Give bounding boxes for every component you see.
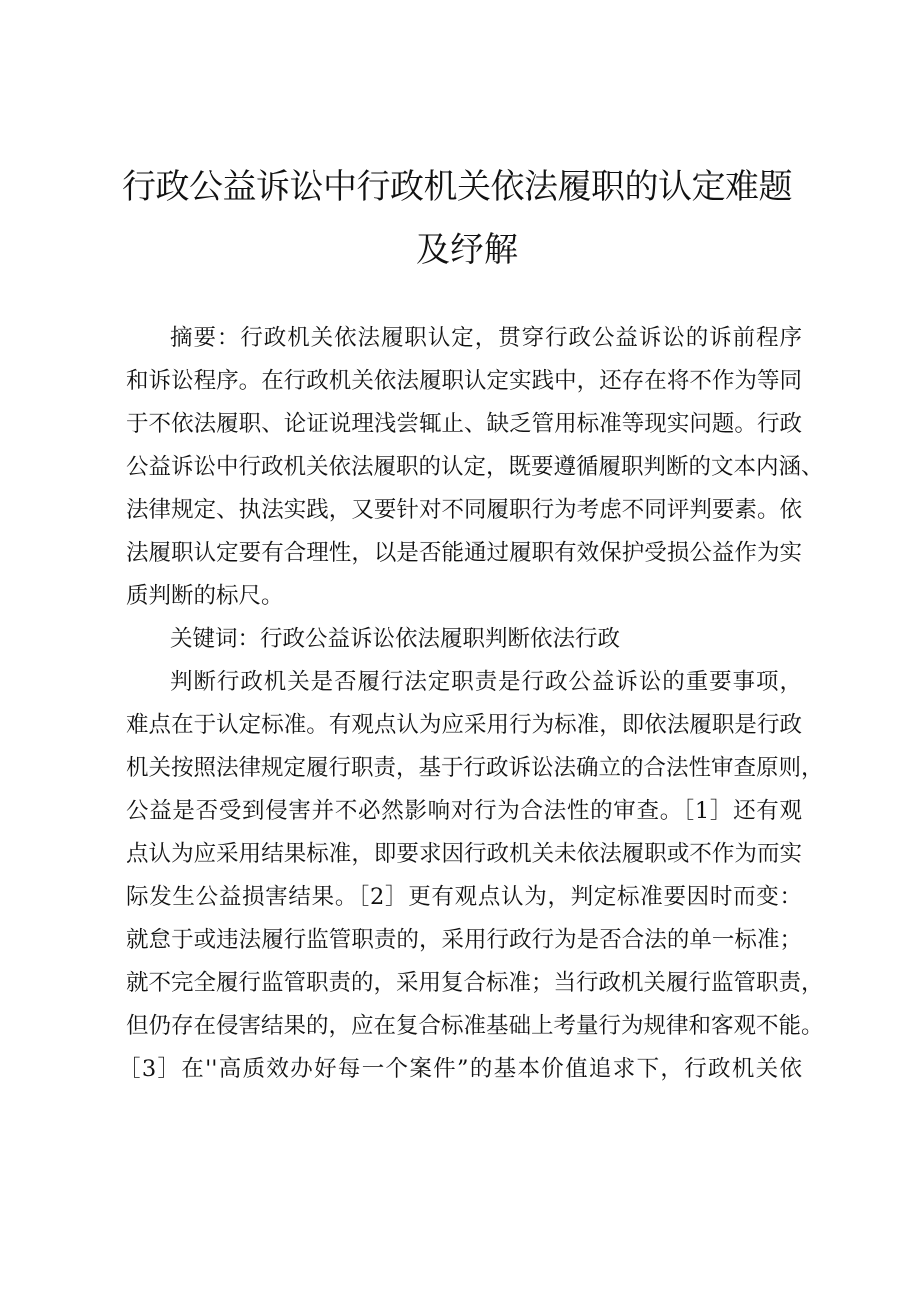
abstract-line: 摘要：行政机关依法履职认定，贯穿行政公益诉讼的诉前程序: [170, 325, 802, 351]
body-line: 公益是否受到侵害并不必然影响对行为合法性的审查。［1］还有观: [126, 798, 802, 824]
abstract-line: 质判断的标尺。: [126, 583, 284, 609]
body-line: 机关按照法律规定履行职责，基于行政诉讼法确立的合法性审查原则，: [126, 755, 824, 781]
document-title-line-1: 行政公益诉讼中行政机关依法履职的认定难题: [122, 167, 792, 207]
abstract-line: 公益诉讼中行政机关依法履职的认定，既要遵循履职判断的文本内涵、: [126, 454, 824, 480]
abstract-line: 法律规定、执法实践，又要针对不同履职行为考虑不同评判要素。依: [126, 497, 802, 523]
document-title-line-2: 及纾解: [416, 230, 518, 270]
body-line: ［3］在''高质效办好每一个案件”的基本价值追求下，行政机关依: [118, 1056, 802, 1082]
body-line: 但仍存在侵害结果的，应在复合标准基础上考量行为规律和客观不能。: [126, 1013, 824, 1039]
body-line: 判断行政机关是否履行法定职责是行政公益诉讼的重要事项，: [170, 669, 802, 695]
body-line: 难点在于认定标准。有观点认为应采用行为标准，即依法履职是行政: [126, 712, 802, 738]
abstract-line: 于不依法履职、论证说理浅尝辄止、缺乏管用标准等现实问题。行政: [126, 411, 802, 437]
body-line: 就怠于或违法履行监管职责的，采用行政行为是否合法的单一标准；: [126, 927, 802, 953]
keywords-line: 关键词：行政公益诉讼依法履职判断依法行政: [170, 626, 621, 652]
body-line: 就不完全履行监管职责的，采用复合标准；当行政机关履行监管职责，: [126, 970, 824, 996]
abstract-line: 法履职认定要有合理性，以是否能通过履职有效保护受损公益作为实: [126, 540, 802, 566]
body-line: 点认为应采用结果标准，即要求因行政机关未依法履职或不作为而实: [126, 841, 802, 867]
body-line: 际发生公益损害结果。［2］更有观点认为，判定标准要因时而变：: [126, 884, 802, 910]
abstract-line: 和诉讼程序。在行政机关依法履职认定实践中，还存在将不作为等同: [126, 368, 802, 394]
